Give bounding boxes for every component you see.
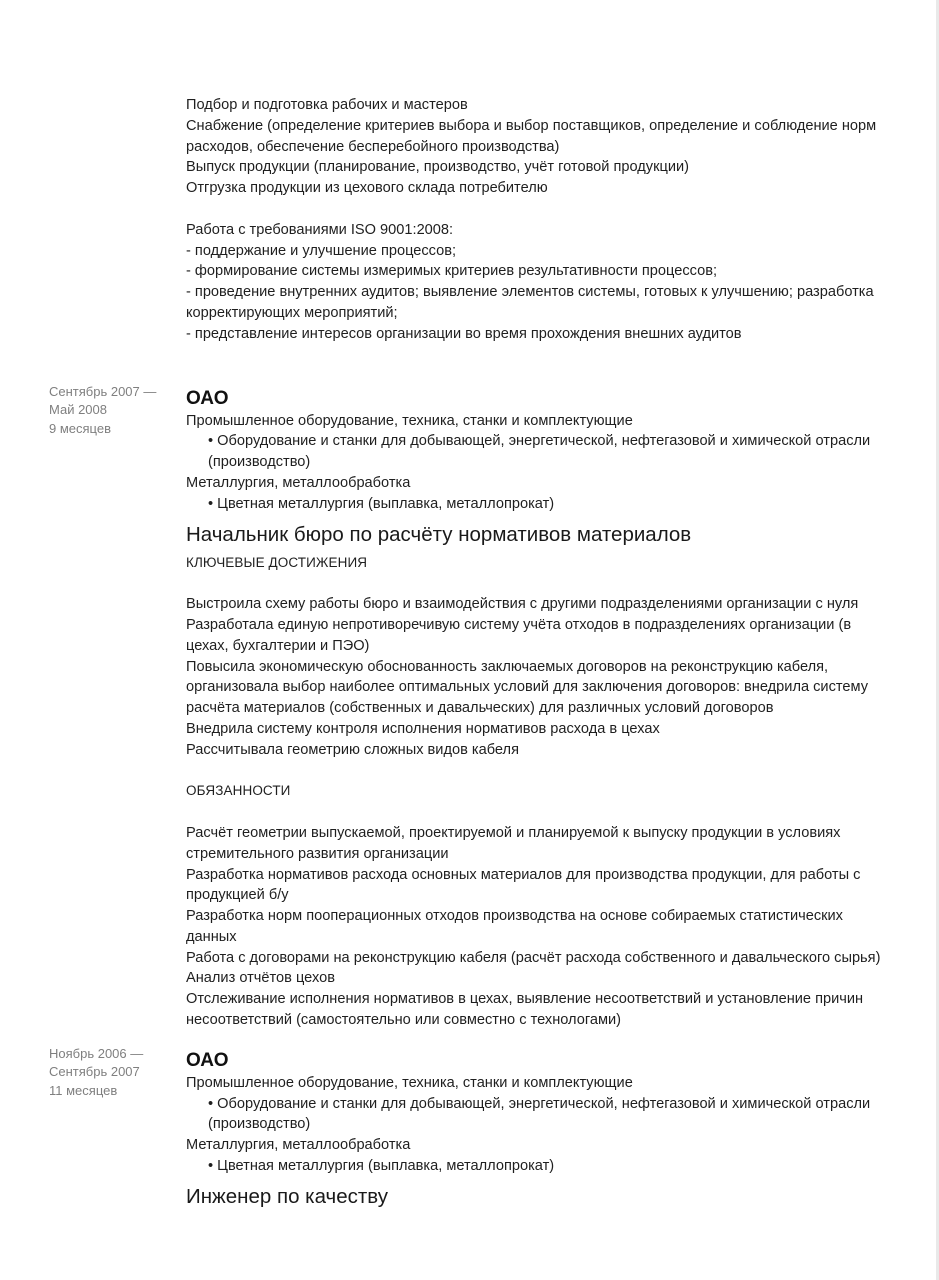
industry-sub: • Цветная металлургия (выплавка, металлопрокат) xyxy=(208,1158,555,1175)
industry: Металлургия, металлообработка xyxy=(186,474,411,491)
iso-line: - поддержание и улучшение процессов; xyxy=(186,242,457,259)
iso-line: Работа с требованиями ISO 9001:2008: xyxy=(186,221,454,238)
duties-title: ОБЯЗАННОСТИ xyxy=(186,783,291,799)
achievement-item: Рассчитывала геометрию сложных видов кабеля xyxy=(186,741,519,758)
achievement-item: Разработала единую непротиворечивую систему учёта отходов в подразделениях организации (в цехах, бухгалтерии и ПЭО) xyxy=(186,616,852,654)
iso-line: - формирование системы измеримых критериев результативности процессов; xyxy=(186,263,718,280)
previous-duties-block xyxy=(186,95,886,345)
experience-dates xyxy=(49,383,179,439)
achievement-item: Повысила экономическую обоснованность заключаемых договоров на реконструкцию кабеля, организовала выбор наиболее оптимальных условий для заключения договоров: внедрила систему расчёта материалов (собственных и давальческих) для различных условий договоров xyxy=(186,658,869,717)
experience-dates xyxy=(49,1045,179,1101)
duty-item: Работа с договорами на реконструкцию кабеля (расчёт расхода собственного и давальческого сырья) xyxy=(186,949,881,966)
period-start: Сентябрь 2007 — xyxy=(49,383,157,399)
period-duration: 9 месяцев xyxy=(49,420,111,436)
industry: Промышленное оборудование, техника, станки и комплектующие xyxy=(186,412,633,429)
duty-line: Выпуск продукции (планирование, производство, учёт готовой продукции) xyxy=(186,159,690,176)
industry-sub: • Оборудование и станки для добывающей, энергетической, нефтегазовой и химической отрасли (производство) xyxy=(208,1095,871,1133)
duty-item: Расчёт геометрии выпускаемой, проектируемой и планируемой к выпуску продукции в условиях стремительного развития организации xyxy=(186,824,841,862)
duty-item: Анализ отчётов цехов xyxy=(186,970,335,987)
achievements-title: КЛЮЧЕВЫЕ ДОСТИЖЕНИЯ xyxy=(186,554,368,570)
company-name: ОАО xyxy=(186,387,229,409)
duty-item: Разработка нормативов расхода основных материалов для производства продукции, для работы с продукцией б/у xyxy=(186,866,861,904)
period-duration: 11 месяцев xyxy=(49,1082,118,1098)
iso-line: - проведение внутренних аудитов; выявление элементов системы, готовых к улучшению; разработка корректирующих мероприятий; xyxy=(186,284,874,321)
experience-entry xyxy=(49,1045,886,1211)
industry-sub: • Цветная металлургия (выплавка, металлопрокат) xyxy=(208,495,555,512)
industry-sub: • Оборудование и станки для добывающей, энергетической, нефтегазовой и химической отрасли (производство) xyxy=(208,433,871,471)
duty-line: Подбор и подготовка рабочих и мастеров xyxy=(186,97,468,113)
iso-line: - представление интересов организации во время прохождения внешних аудитов xyxy=(186,325,742,342)
duty-item: Разработка норм пооперационных отходов производства на основе собираемых статистических данных xyxy=(186,908,843,945)
industry: Металлургия, металлообработка xyxy=(186,1137,411,1154)
period-end: Сентябрь 2007 xyxy=(49,1064,140,1080)
experience-entry xyxy=(49,383,886,1031)
position-title: Начальник бюро по расчёту нормативов материалов xyxy=(186,522,692,546)
achievement-item: Внедрила систему контроля исполнения нормативов расхода в цехах xyxy=(186,720,660,737)
achievement-item: Выстроила схему работы бюро и взаимодействия с другими подразделениями организации с нуля xyxy=(186,596,859,613)
industry: Промышленное оборудование, техника, станки и комплектующие xyxy=(186,1074,633,1091)
period-start: Ноябрь 2006 — xyxy=(49,1045,144,1061)
company-name: ОАО xyxy=(186,1049,229,1071)
duty-item: Отслеживание исполнения нормативов в цехах, выявление несоответствий и установление причин несоответствий (самостоятельно или совместно с технологами) xyxy=(186,991,864,1029)
duty-line: Отгрузка продукции из цехового склада потребителю xyxy=(186,180,548,197)
resume-content xyxy=(49,95,886,1215)
period-end: Май 2008 xyxy=(49,402,107,418)
position-title: Инженер по качеству xyxy=(186,1184,388,1208)
duty-line: Снабжение (определение критериев выбора и выбор поставщиков, определение и соблюдение норм расходов, обеспечение бесперебойного производства) xyxy=(186,117,877,155)
